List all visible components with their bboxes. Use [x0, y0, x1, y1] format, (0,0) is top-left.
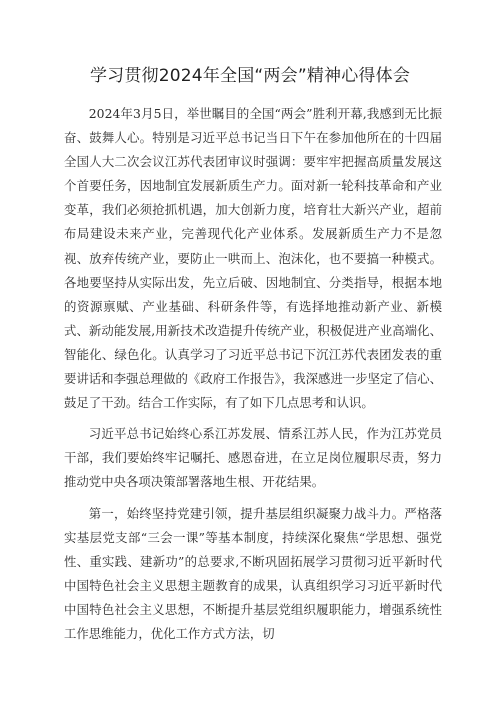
paragraph-intro: 2024年3月5日，举世瞩目的全国“两会”胜利开幕,我感到无比振奋、鼓舞人心。特别是习近平总书记当日下午在参加他所在的十四届全国人大二次会议江苏代表团审议时强调：要牢牢把握高质量发展这个首要任务，因地制宜发展新质生产力。面对新一轮科技革命和产业变革，我们必须抢抓机遇，加大创新力度，培育壮大新兴产业，超前布局建设未来产业，完善现代化产业体系。发展新质生产力不是忽视、放弃传统产业，要防止一哄而上、泡沫化，也不要搞一种模式。各地要坚持从实际出发，先立后破、因地制宜、分类指导，根据本地的资源禀赋、产业基础、科研条件等，有选择地推动新产业、新模式、新动能发展,用新技术改造提升传统产业，积极促进产业高端化、智能化、绿色化。认真学习了习近平总书记下沉江苏代表团发表的重要讲话和李强总理做的《政府工作报告》，我深感进一步坚定了信心、鼓足了干劲。结合工作实际，有了如下几点思考和认识。 [64, 106, 442, 411]
paragraph-commitment: 习近平总书记始终心系江苏发展、情系江苏人民，作为江苏党员干部，我们要始终牢记嘱托、感恩奋进，在立足岗位履职尽责，努力推动党中央各项决策部署落地生根、开花结果。 [64, 426, 442, 490]
paragraph-first-point: 第一，始终坚持党建引领，提升基层组织凝聚力战斗力。严格落实基层党支部“三会一课”等基本制度，持续深化聚焦“学思想、强党性、重实践、建新功”的总要求,不断巩固拓展学习贯彻习近平新时代中国特色社会主义思想主题教育的成果，认真组织学习习近平新时代中国特色社会主义思想，不断提升基层党组织履职能力，增强系统性工作思维能力，优化工作方式方法，切 [64, 505, 442, 641]
document-title: 学习贯彻2024年全国“两会”精神心得体会 [89, 66, 411, 86]
document-body [64, 102, 442, 653]
